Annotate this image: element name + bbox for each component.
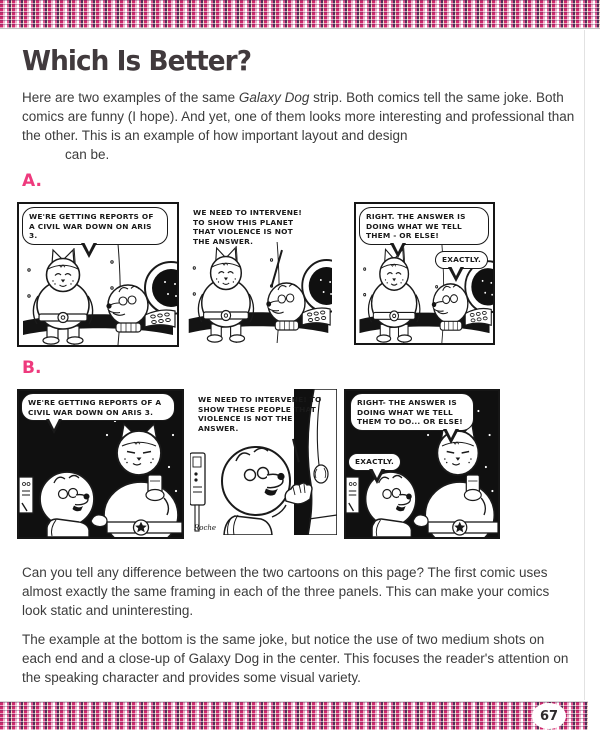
bubble-tail xyxy=(390,243,406,258)
speech-bubble: WE'RE GETTING REPORTS OF A CIVIL WAR DOWN ON ARIS 3. xyxy=(21,393,175,421)
page-edge-line xyxy=(584,30,585,700)
speech-bubble-exactly: EXACTLY. xyxy=(348,453,401,471)
speech-bubble: WE'RE GETTING REPORTS OF A CIVIL WAR DOWN ON ARIS 3. xyxy=(22,207,168,245)
intro-paragraph xyxy=(22,88,576,164)
speech-bubble: RIGHT- THE ANSWER IS DOING WHAT WE TELL THEM TO DO... OR ELSE! xyxy=(350,393,474,431)
comic-panel-a3 xyxy=(354,202,495,345)
page-number-badge: 67 xyxy=(532,703,566,729)
intro-last-line: can be. xyxy=(65,147,110,162)
page-title: Which Is Better? xyxy=(22,44,252,77)
body-paragraph-3: The example at the bottom is the same joke, but notice the use of two medium shots on each end and a close-up of Galaxy Dog in the center. This focuses the reader's attention on the speaking character and provides some visual variety. xyxy=(22,632,569,685)
intro-text-2: strip. Both comics tell the same joke. Both comics are funny (I hope). And yet, one of them looks more interesting and professional than the other. This is an example of how important layout and design xyxy=(22,90,575,143)
decorative-border-top xyxy=(0,0,600,28)
speech-bubble-exactly: EXACTLY. xyxy=(435,251,488,269)
comic-panel-b1 xyxy=(17,389,184,539)
bubble-tail xyxy=(448,267,464,282)
strip-label-a: A. xyxy=(22,171,42,191)
speech-text: WE NEED TO INTERVENE! TO SHOW THESE PEOPLE THAT VIOLENCE IS NOT THE ANSWER. xyxy=(198,395,322,433)
intro-text-1: Here are two examples of the same xyxy=(22,90,239,105)
galaxy-dog-italic: Galaxy Dog xyxy=(238,90,310,105)
comic-panel-a1 xyxy=(17,202,179,347)
bubble-tail xyxy=(81,243,97,258)
decorative-border-bottom xyxy=(0,702,588,730)
artist-signature: Roche xyxy=(194,524,217,532)
speech-bubble: RIGHT. THE ANSWER IS DOING WHAT WE TELL THEM - OR ELSE! xyxy=(359,207,489,245)
comic-panel-a2 xyxy=(185,202,332,343)
bubble-tail xyxy=(369,469,385,484)
speech-text: WE NEED TO INTERVENE! TO SHOW THIS PLANET THAT VIOLENCE IS NOT THE ANSWER. xyxy=(193,208,302,246)
body-paragraph-2: Can you tell any difference between the two cartoons on this page? The first comic uses almost exactly the same framing in each of the three panels. This can make your comics look static and uninteresting. xyxy=(22,565,550,618)
comic-panel-b2 xyxy=(190,389,337,535)
comic-panel-b3 xyxy=(344,389,500,539)
strip-label-b: B. xyxy=(22,358,42,378)
bubble-tail xyxy=(46,419,62,434)
bubble-tail xyxy=(443,429,459,444)
